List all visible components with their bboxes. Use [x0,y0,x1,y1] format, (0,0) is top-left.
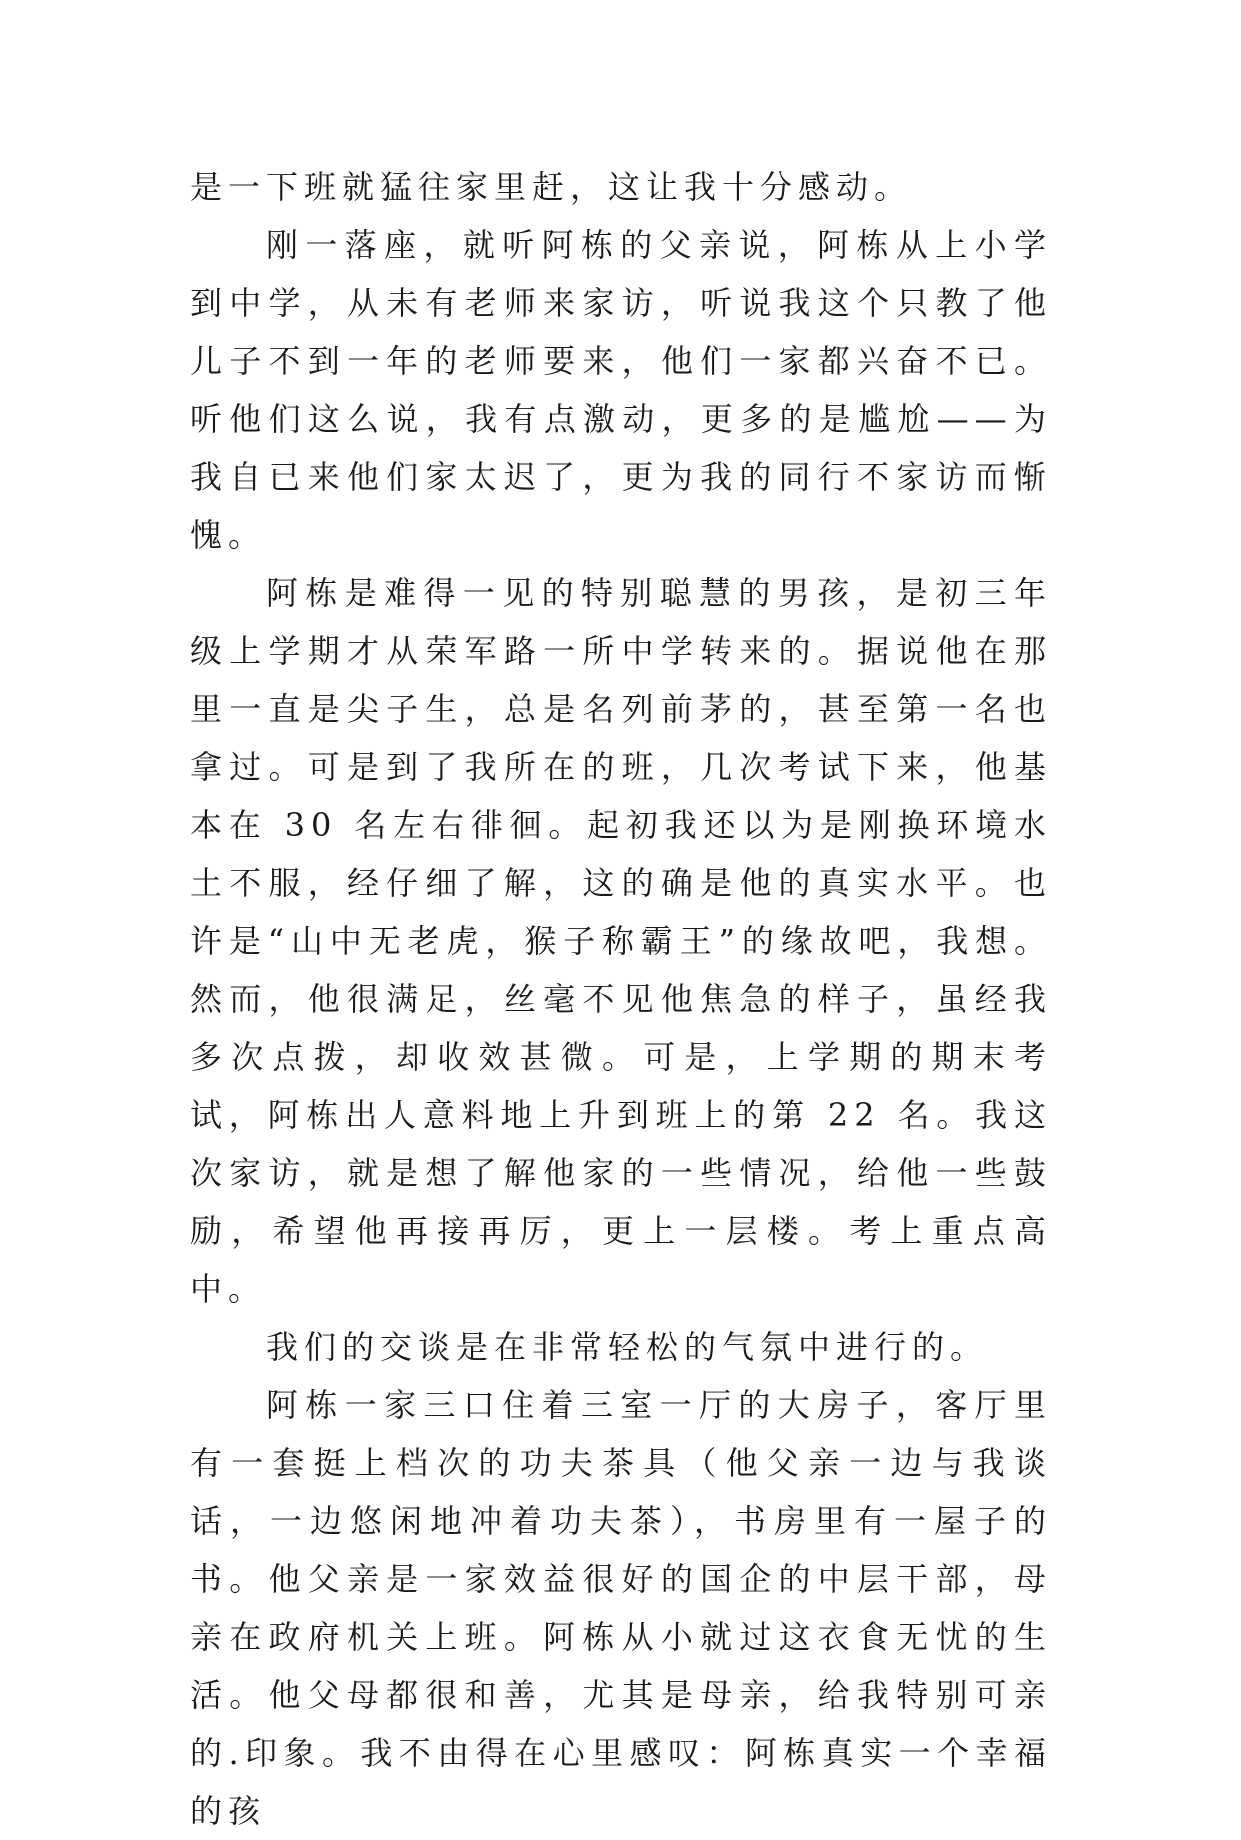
paragraph: 阿栋是难得一见的特别聪慧的男孩，是初三年级上学期才从荣军路一所中学转来的。据说他在那里一直是尖子生，总是名列前茅的，甚至第一名也拿过。可是到了我所在的班，几次考试下来，他基本在 30 名左右徘徊。起初我还以为是刚换环境水土不服，经仔细了解，这的确是他的真实水平。也许是“山中无老虎，猴子称霸王”的缘故吧，我想。然而，他很满足，丝毫不见他焦急的样子，虽经我多次点拨，却收效甚微。可是，上学期的期末考试，阿栋出人意料地上升到班上的第 22 名。我这次家访，就是想了解他家的一些情况，给他一些鼓励，希望他再接再厉，更上一层楼。考上重点高中。 [190,574,1052,1308]
paragraph: 是一下班就猛往家里赶，这让我十分感动。 [190,168,913,206]
paragraph: 阿栋一家三口住着三室一厅的大房子，客厅里有一套挺上档次的功夫茶具（他父亲一边与我谈话，一边悠闲地冲着功夫茶），书房里有一屋子的书。他父亲是一家效益很好的国企的中层干部，母亲在政府机关上班。阿栋从小就过这衣食无忧的生活。他父母都很和善，尤其是母亲，给我特别可亲的.印象。我不由得在心里感叹：阿栋真实一个幸福的孩 [190,1386,1052,1830]
body-text [190,158,1052,1840]
paragraph: 我们的交谈是在非常轻松的气氛中进行的。 [266,1328,989,1366]
paragraph: 刚一落座，就听阿栋的父亲说，阿栋从上小学到中学，从未有老师来家访，听说我这个只教了他儿子不到一年的老师要来，他们一家都兴奋不已。听他们这么说，我有点激动，更多的是尴尬——为我自已来他们家太迟了，更为我的同行不家访而惭愧。 [190,226,1052,554]
